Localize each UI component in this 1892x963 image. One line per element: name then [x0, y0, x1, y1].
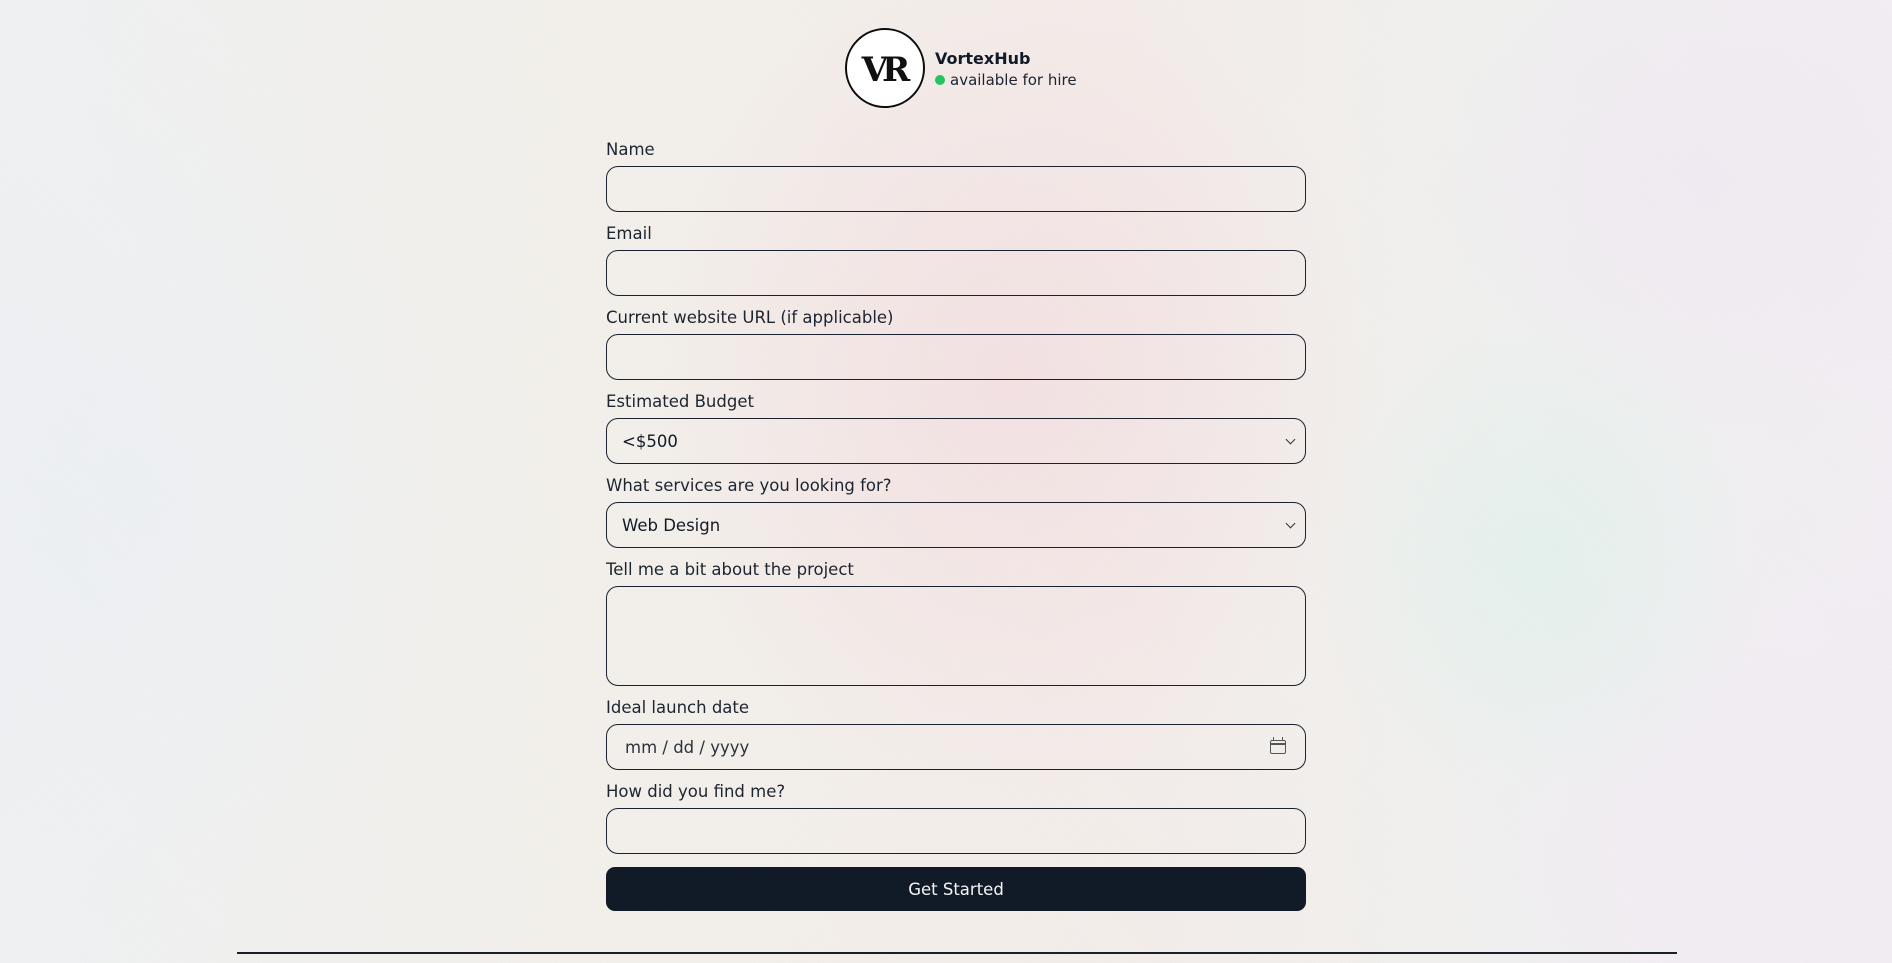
status-dot-icon	[935, 75, 945, 85]
services-select[interactable]	[606, 502, 1306, 548]
budget-select[interactable]	[606, 418, 1306, 464]
name-input[interactable]	[606, 166, 1306, 212]
services-label: What services are you looking for?	[606, 476, 892, 495]
referral-label: How did you find me?	[606, 782, 786, 801]
field-launch-date	[606, 698, 1306, 770]
email-input[interactable]	[606, 250, 1306, 296]
launch-date-input[interactable]	[606, 724, 1306, 770]
services-selected-value: Web Design	[622, 515, 721, 535]
brand-info	[935, 48, 1077, 89]
website-url-label: Current website URL (if applicable)	[606, 308, 894, 327]
field-budget	[606, 392, 1306, 464]
footer-divider	[237, 952, 1677, 954]
field-services	[606, 476, 1306, 548]
field-project-description	[606, 560, 1306, 686]
date-placeholder: mm / dd / yyyy	[625, 737, 750, 757]
chevron-down-icon	[1286, 518, 1296, 528]
availability-status	[935, 71, 1077, 89]
project-description-textarea[interactable]	[606, 586, 1306, 686]
profile-header	[845, 28, 1077, 108]
field-website-url	[606, 308, 1306, 380]
launch-date-label: Ideal launch date	[606, 698, 750, 717]
field-email	[606, 224, 1306, 296]
email-label: Email	[606, 224, 652, 243]
chevron-down-icon	[1286, 434, 1296, 444]
budget-label: Estimated Budget	[606, 392, 754, 411]
contact-form	[606, 140, 1306, 911]
field-name	[606, 140, 1306, 212]
calendar-icon[interactable]	[1270, 740, 1286, 754]
project-description-label: Tell me a bit about the project	[606, 560, 854, 579]
website-url-input[interactable]	[606, 334, 1306, 380]
budget-selected-value: <$500	[622, 431, 678, 451]
get-started-button[interactable]: Get Started	[606, 867, 1306, 911]
logo-avatar	[845, 28, 925, 108]
logo-monogram: VR	[861, 50, 905, 90]
referral-input[interactable]	[606, 808, 1306, 854]
field-referral	[606, 782, 1306, 854]
status-text: available for hire	[950, 70, 1077, 89]
name-label: Name	[606, 140, 655, 159]
brand-name: VortexHub	[935, 48, 1031, 68]
